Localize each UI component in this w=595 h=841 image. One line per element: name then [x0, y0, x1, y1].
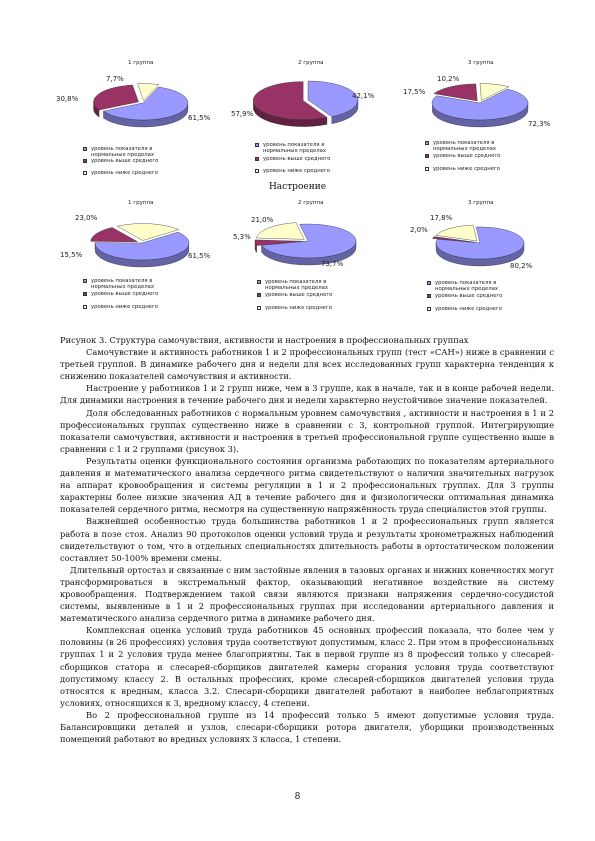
slice-label-below: 7,7% [106, 75, 124, 83]
pie-chart-group-1-row-2 [60, 198, 225, 323]
legend-swatch-normal [83, 147, 87, 151]
chart-title: 3 группа [468, 60, 494, 66]
legend-swatch-normal [257, 280, 261, 284]
slice-label-below: 21,0% [251, 216, 274, 224]
pie-chart-group-2-row-1 [231, 58, 395, 183]
chart-title: 2 группа [298, 200, 324, 206]
paragraph: Длительный ортостаз и связанные с ним застойные явления в тазовых органах и нижних конечностях могут трансформироваться в экстремальный фактор, оказывающий негативное воздействие на систему кровообращения. Подтверждением такой связи являются признаки напряжения сердечно-сосудистой системы, выявленные в 1 и 2 профессиональных группах при исследовании артериального давления и математического анализа сердечного ритма в динамике рабочего дня. [60, 564, 554, 624]
page-number: 8 [294, 792, 301, 802]
paragraph: Комплексная оценка условий труда работников 45 основных профессий показала, что более чем у половины (в 26 профессиях) условия труда соответствуют допустимым, класс 2. При этом в профессиональных группах 1 и 2 условия труда менее благоприятны. Так в первой группе из 8 профессий только у слесарей-сборщиков статора и слесарей-сборщиков двигателей камеры сгорания условия труда соответствуют допустимому классу 2. В остальных профессиях, кроме слесарей-сборщиков двигателей условия труда относятся к вредным, класса 3.2. Слесари-сборщики двигателей работают в наиболее неблагоприятных условиях, относящихся к 3, вредному классу, 4 степени. [60, 625, 554, 708]
legend-swatch-normal [83, 279, 87, 283]
pie-svg [75, 198, 225, 278]
chart-legend: уровень показателя в нормальных пределах уровень выше среднего уровень ниже среднего [255, 142, 385, 178]
slice-label-normal: 80,2% [510, 262, 533, 270]
pie-chart-group-3-row-2 [410, 198, 565, 323]
legend-swatch-below [83, 305, 87, 309]
pie-chart-group-2-row-2 [233, 198, 395, 323]
legend-swatch-above [83, 292, 87, 296]
body-text [60, 334, 554, 745]
pie-chart-group-1-row-1 [56, 58, 225, 183]
pie-svg [415, 198, 565, 278]
pie-svg [245, 198, 395, 278]
chart-title: 3 группа [468, 200, 494, 206]
slice-label-above: 15,5% [60, 251, 83, 259]
legend-swatch-normal [425, 141, 429, 145]
slice-label-below: 23,0% [75, 214, 98, 222]
legend-swatch-below [255, 169, 259, 173]
pie-svg [75, 58, 225, 138]
chart-legend: уровень показателя в нормальных пределах уровень выше среднего уровень ниже среднего [83, 278, 213, 314]
paragraph: Доля обследованных работников с нормальным уровнем самочувствия , активности и настроения в 1 и 2 профессиональных группах существенно ниже в сравнении с 3, контрольной группой. Интегрирующие показатели самочувствия, активности и настроения в третьей профессиональной группе существенно выше в сравнении с 1 и 2 группами (рисунок 3). [60, 407, 554, 454]
pie-chart-group-3-row-1 [403, 58, 565, 183]
slice-label-below: 17,8% [430, 214, 453, 222]
paragraph: Важнейшей особенностью труда большинства работников 1 и 2 профессиональных групп является работа в позе стоя. Анализ 90 протоколов оценки условий труда и результаты хронометражных наблюдений свидетельствуют о том, что в отдельных специальностях длительность работы в ортостатическом положении составляет 50-100% времени смены. [60, 516, 554, 563]
legend-swatch-above [427, 294, 431, 298]
chart-legend: уровень показателя в нормальных пределах уровень выше среднего уровень ниже среднего [83, 146, 213, 182]
slice-label-below: 10,2% [437, 75, 460, 83]
legend-swatch-below [427, 307, 431, 311]
figure-caption: Рисунок 3. Структура самочувствия, активности и настроения в профессиональных группах [60, 335, 469, 345]
paragraph: Самочувствие и активность работников 1 и 2 профессиональных групп (тест «САН») ниже в сравнении с третьей группой. В динамике рабочего дня и недели для всех исследованных групп характерна тенденция к снижению показателей самочувствия и активности. [60, 347, 554, 382]
paragraph: Результаты оценки функционального состояния организма работающих по показателям артериального давления и математического анализа сердечного ритма свидетельствуют о наличии значительных нагрузок на аппарат кровообращения и системы регуляции в 1 и 2 профессиональных группах. Для 3 группы характерны более низкие значения АД в течение рабочего дня и физиологически оптимальная динамика показателей сердечного ритма, несмотря на существенную напряжённость труда специалистов этой группы. [60, 455, 554, 515]
chart-title: 1 группа [128, 60, 154, 66]
legend-swatch-above [83, 159, 87, 163]
slice-label-above: 17,5% [403, 88, 426, 96]
slice-label-above: 5,3% [233, 233, 251, 241]
chart-legend: уровень показателя в нормальных пределах уровень выше среднего уровень ниже среднего [425, 140, 555, 176]
slice-label-normal: 61,5% [188, 114, 211, 122]
slice-label-above: 57,9% [231, 110, 254, 118]
slice-label-above: 2,0% [410, 226, 428, 234]
legend-swatch-above [425, 154, 429, 158]
slice-label-normal: 73,7% [321, 260, 344, 268]
pie-slice-below [256, 223, 304, 240]
slice-label-normal: 61,5% [188, 252, 211, 260]
legend-swatch-below [425, 167, 429, 171]
slice-label-normal: 72,3% [528, 120, 551, 128]
chart-legend: уровень показателя в нормальных пределах уровень выше среднего уровень ниже среднего [427, 280, 557, 316]
paragraph: Во 2 профессиональной группе из 14 профессий только 5 имеют допустимые условия труда. Балансировщики деталей и узлов, слесари-сборщики ротора двигателя, уборщики производственных помещений работают во вредных условиях 3 класса, 1 степени. [60, 709, 554, 745]
paragraph: Настроение у работников 1 и 2 групп ниже, чем в 3 группе, как в начале, так и в конце рабочей недели. Для динамики настроения в течение рабочего дня и недели характерно неустойчивое значение показателей. [60, 383, 554, 406]
legend-swatch-above [255, 157, 259, 161]
section-title: Настроение [268, 182, 327, 192]
legend-swatch-normal [427, 281, 431, 285]
slice-label-normal: 42,1% [352, 92, 375, 100]
legend-swatch-below [83, 171, 87, 175]
slice-label-above: 30,8% [56, 95, 79, 103]
chart-legend: уровень показателя в нормальных пределах уровень выше среднего уровень ниже среднего [257, 279, 387, 315]
legend-swatch-above [257, 293, 261, 297]
chart-title: 2 группа [298, 60, 324, 66]
legend-swatch-below [257, 306, 261, 310]
legend-swatch-normal [255, 143, 259, 147]
chart-title: 1 группа [128, 200, 154, 206]
